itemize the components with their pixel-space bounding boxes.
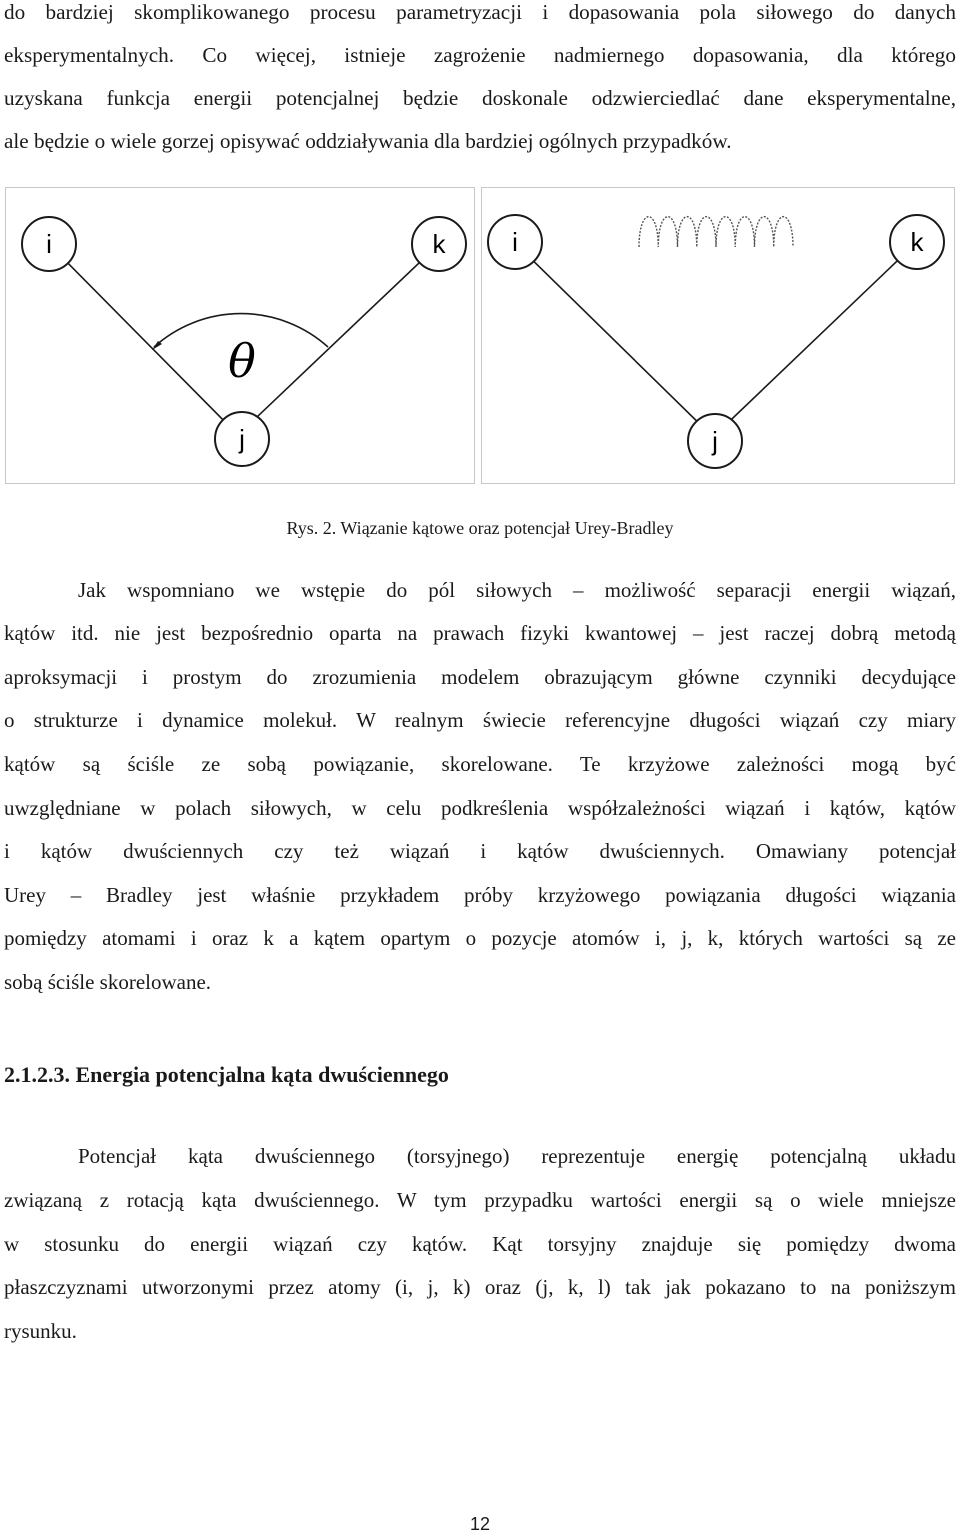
text-line: uwzględniane w polach siłowych, w celu podkreślenia współzależności wiązań i kątów, kątów <box>4 796 956 820</box>
angle-symbol: θ <box>228 334 256 388</box>
text-line: związaną z rotacją kąta dwuściennego. W tym przypadku wartości energii są o wiele mniejsze <box>4 1188 956 1212</box>
text-line: pomiędzy atomami i oraz k a kątem opartym o pozycje atomów i, j, k, których wartości są ze <box>4 926 956 950</box>
text-line: i kątów dwuściennych czy też wiązań i kątów dwuściennych. Omawiany potencjał <box>4 839 956 863</box>
figure-urey-bradley-panel <box>481 187 955 484</box>
atom-label: i <box>46 229 52 259</box>
figure-angle-panel <box>5 187 475 484</box>
text-line: kątów są ściśle ze sobą powiązanie, skorelowane. Te krzyżowe zależności mogą być <box>4 752 956 776</box>
text-line: Potencjał kąta dwuściennego (torsyjnego) reprezentuje energię potencjalną układu <box>78 1144 956 1168</box>
text-line: sobą ściśle skorelowane. <box>4 970 212 994</box>
text-line: płaszczyznami utworzonymi przez atomy (i, j, k) oraz (j, k, l) tak jak pokazano to na poniższym <box>4 1275 956 1299</box>
page-number: 12 <box>469 1514 491 1534</box>
text-line: Urey – Bradley jest właśnie przykładem próby krzyżowego powiązania długości wiązania <box>4 883 956 907</box>
text-line: eksperymentalnych. Co więcej, istnieje zagrożenie nadmiernego dopasowania, dla którego <box>4 43 956 67</box>
text-line: Jak wspomniano we wstępie do pól siłowych – możliwość separacji energii wiązań, <box>78 578 956 602</box>
text-line: rysunku. <box>4 1319 77 1343</box>
atom-label: k <box>432 229 446 259</box>
figure-caption: Rys. 2. Wiązanie kątowe oraz potencjał Urey-Bradley <box>286 518 674 538</box>
text-line: o strukturze i dynamice molekuł. W realnym świecie referencyjne długości wiązań czy miary <box>4 708 956 732</box>
text-line: do bardziej skomplikowanego procesu parametryzacji i dopasowania pola siłowego do danych <box>4 0 956 24</box>
text-line: ale będzie o wiele gorzej opisywać oddziaływania dla bardziej ogólnych przypadków. <box>4 129 732 153</box>
atom-label: i <box>512 227 518 257</box>
text-line: kątów itd. nie jest bezpośrednio oparta na prawach fizyki kwantowej – jest raczej dobrą metodą <box>4 621 956 645</box>
atom-label: k <box>910 227 924 257</box>
atom-label: j <box>712 426 718 456</box>
text-line: uzyskana funkcja energii potencjalnej będzie doskonale odzwierciedlać dane eksperymentalne, <box>4 86 956 110</box>
atom-label: j <box>239 424 245 454</box>
text-line: w stosunku do energii wiązań czy kątów. Kąt torsyjny znajduje się pomiędzy dwoma <box>4 1232 956 1256</box>
text-line: aproksymacji i prostym do zrozumienia modelem obrazującym główne czynniki decydujące <box>4 665 956 689</box>
section-heading: 2.1.2.3. Energia potencjalna kąta dwuściennego <box>4 1062 449 1087</box>
